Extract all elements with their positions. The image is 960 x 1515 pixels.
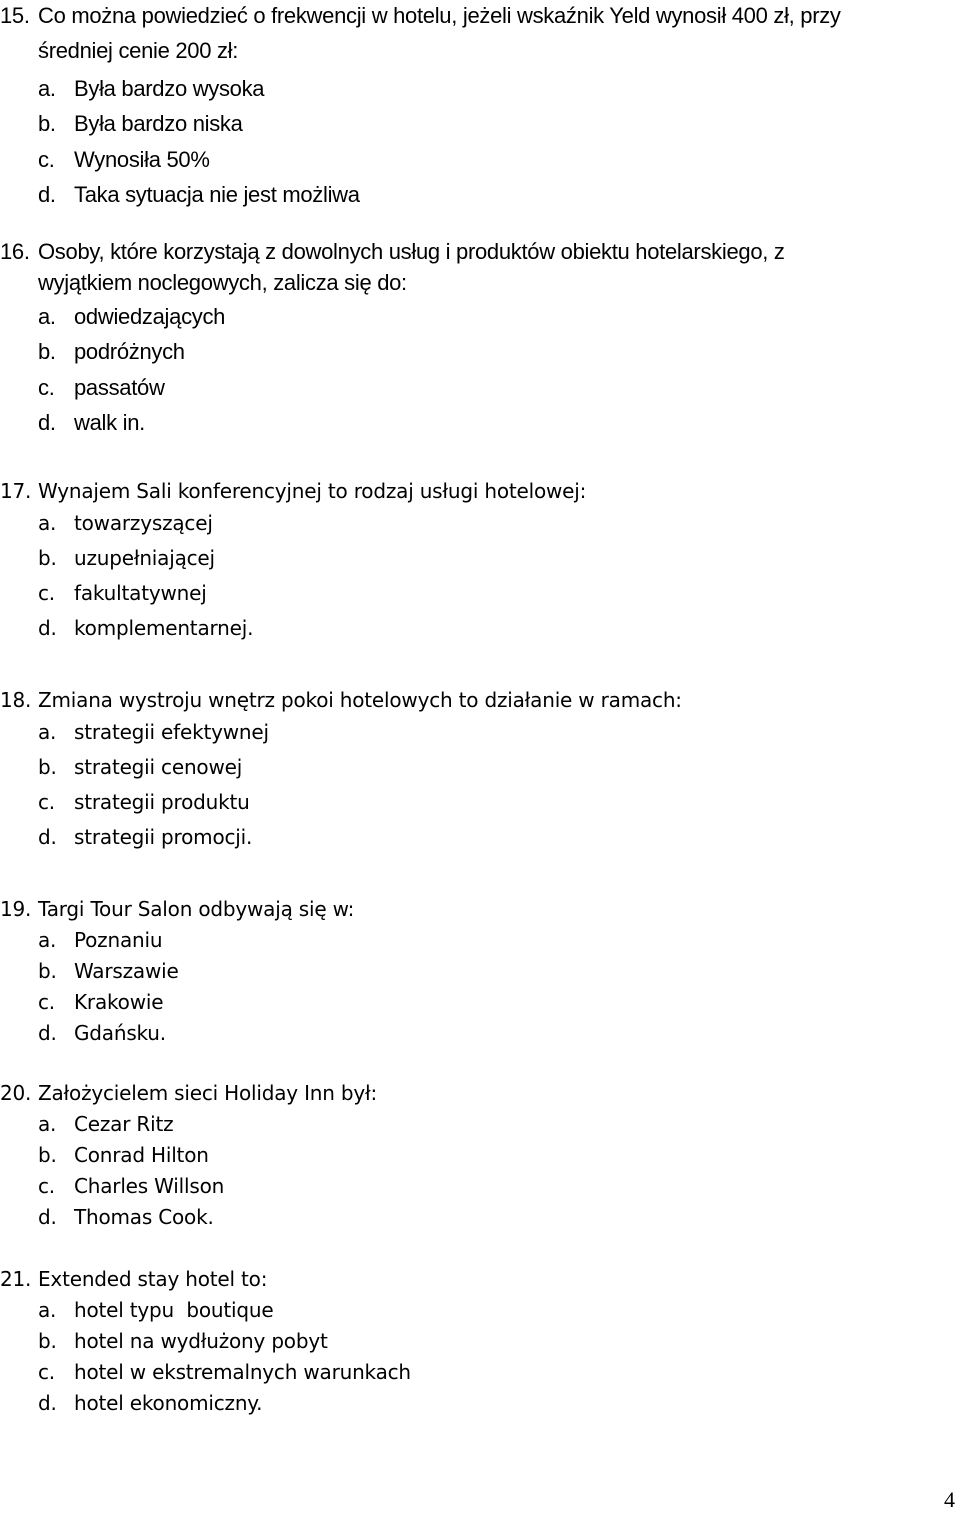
answer-option-a[interactable]: a. odwiedzających [38, 304, 226, 329]
answer-option-d[interactable]: d. hotel ekonomiczny. [38, 1391, 263, 1415]
answer-option-a[interactable]: a. Poznaniu [38, 928, 163, 952]
question-text: Wynajem Sali konferencyjnej to rodzaj usługi hotelowej: [38, 479, 587, 503]
question-number: 20. [0, 1081, 32, 1105]
question-number: 18. [0, 688, 32, 712]
question-text: Założycielem sieci Holiday Inn był: [38, 1081, 378, 1105]
question-20 [0, 1078, 377, 1233]
answer-option-c[interactable]: c. passatów [38, 375, 165, 400]
question-text: Osoby, które korzystają z dowolnych usług i produktów obiektu hotelarskiego, z [38, 239, 785, 264]
question-title [0, 1078, 377, 1109]
answer-option-d[interactable]: d. komplementarnej. [38, 616, 254, 640]
answer-option-c[interactable]: c. Krakowie [38, 990, 164, 1014]
question-number: 19. [0, 897, 32, 921]
answer-option-c[interactable]: c. Charles Willson [38, 1174, 225, 1198]
answer-option-a[interactable]: a. Cezar Ritz [38, 1112, 174, 1136]
question-18 [0, 685, 682, 849]
answer-option-b[interactable]: b. Warszawie [38, 959, 179, 983]
answer-option-a[interactable]: a. strategii efektywnej [38, 720, 269, 744]
question-text: Zmiana wystroju wnętrz pokoi hotelowych to działanie w ramach: [38, 688, 682, 712]
question-title [0, 685, 682, 716]
answer-option-b[interactable]: b. hotel na wydłużony pobyt [38, 1329, 328, 1353]
answer-option-b[interactable]: b. Była bardzo niska [38, 111, 243, 136]
answer-option-c[interactable]: c. hotel w ekstremalnych warunkach [38, 1360, 411, 1384]
question-15 [0, 0, 841, 207]
question-number: 21. [0, 1267, 32, 1291]
answer-option-b[interactable]: b. podróżnych [38, 339, 185, 364]
question-title [0, 1264, 411, 1295]
question-number: 15. [0, 3, 30, 28]
question-title [0, 476, 586, 507]
question-title [0, 0, 841, 31]
question-number: 17. [0, 479, 32, 503]
question-text-continuation: średniej cenie 200 zł: [38, 38, 239, 63]
answer-option-c[interactable]: c. fakultatywnej [38, 581, 207, 605]
question-16 [0, 236, 785, 435]
answer-option-b[interactable]: b. strategii cenowej [38, 755, 243, 779]
answer-option-c[interactable]: c. Wynosiła 50% [38, 147, 210, 172]
answer-option-d[interactable]: d. walk in. [38, 410, 145, 435]
question-text: Extended stay hotel to: [38, 1267, 268, 1291]
answer-option-b[interactable]: b. uzupełniającej [38, 546, 215, 570]
answer-option-d[interactable]: d. Taka sytuacja nie jest możliwa [38, 182, 360, 207]
question-21 [0, 1264, 411, 1419]
question-title [0, 894, 354, 925]
answer-option-c[interactable]: c. strategii produktu [38, 790, 250, 814]
answer-option-d[interactable]: d. Gdańsku. [38, 1021, 166, 1045]
answer-option-d[interactable]: d. strategii promocji. [38, 825, 253, 849]
question-text-continuation: wyjątkiem noclegowych, zalicza się do: [38, 270, 407, 295]
question-17 [0, 476, 587, 640]
question-title [0, 236, 785, 267]
answer-option-a[interactable]: a. Była bardzo wysoka [38, 76, 265, 101]
answer-option-b[interactable]: b. Conrad Hilton [38, 1143, 209, 1167]
answer-option-d[interactable]: d. Thomas Cook. [38, 1205, 214, 1229]
question-text: Co można powiedzieć o frekwencji w hotelu, jeżeli wskaźnik Yeld wynosił 400 zł, przy [38, 3, 841, 28]
page-number: 4 [944, 1487, 955, 1512]
answer-option-a[interactable]: a. towarzyszącej [38, 511, 213, 535]
question-number: 16. [0, 239, 30, 264]
question-19 [0, 894, 354, 1049]
answer-option-a[interactable]: a. hotel typu boutique [38, 1298, 274, 1322]
question-text: Targi Tour Salon odbywają się w: [38, 897, 355, 921]
